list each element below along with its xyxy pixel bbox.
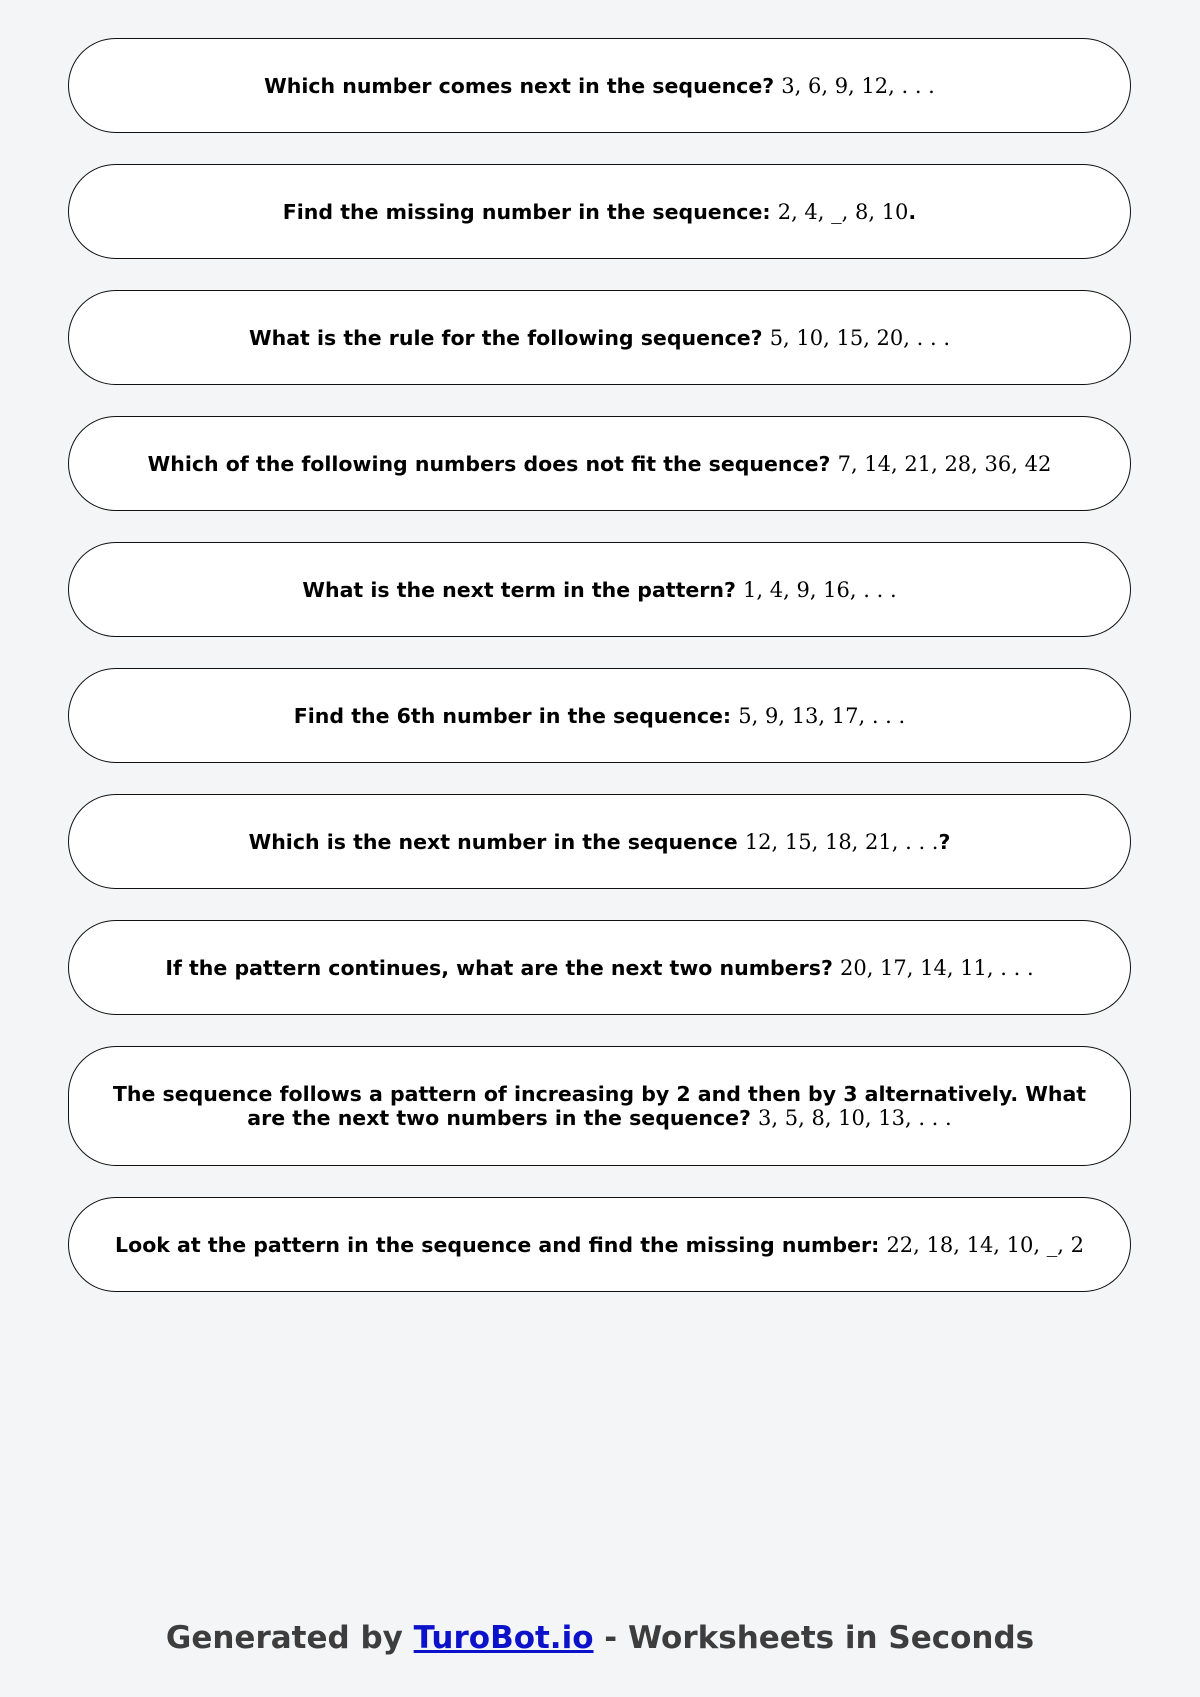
footer xyxy=(0,1618,1200,1658)
footer-prefix: Generated by xyxy=(165,1620,414,1656)
question-9-text: The sequence follows a pattern of increasing by 2 and then by 3 alternatively. What are the next two numbers in the sequence? 3, 5, 8, 10, 13, . . . xyxy=(112,1082,1087,1130)
question-3-text: What is the rule for the following sequence? 5, 10, 15, 20, . . . xyxy=(248,325,950,350)
question-2-math: 2, 4, _, 8, 10 xyxy=(777,199,909,224)
question-7 xyxy=(68,794,1131,889)
question-3-math: 5, 10, 15, 20, . . . xyxy=(769,325,950,350)
question-2-text: Find the missing number in the sequence: 2, 4, _, 8, 10. xyxy=(282,199,917,224)
question-6 xyxy=(68,668,1131,763)
question-8 xyxy=(68,920,1131,1015)
question-6-text: Find the 6th number in the sequence: 5, 9, 13, 17, . . . xyxy=(293,703,906,728)
question-9 xyxy=(68,1046,1131,1166)
question-9-math: 3, 5, 8, 10, 13, . . . xyxy=(758,1106,952,1130)
question-8-text: If the pattern continues, what are the next two numbers? 20, 17, 14, 11, . . . xyxy=(165,955,1034,980)
question-10-text: Look at the pattern in the sequence and find the missing number: 22, 18, 14, 10, _, 2 xyxy=(115,1232,1084,1257)
question-5-text: What is the next term in the pattern? 1, 4, 9, 16, . . . xyxy=(302,577,897,602)
footer-suffix: - Worksheets in Seconds xyxy=(593,1620,1035,1656)
question-1-math: 3, 6, 9, 12, . . . xyxy=(781,73,935,98)
question-2 xyxy=(68,164,1131,259)
question-10 xyxy=(68,1197,1131,1292)
question-4-math: 7, 14, 21, 28, 36, 42 xyxy=(837,451,1052,476)
question-3 xyxy=(68,290,1131,385)
question-1-text: Which number comes next in the sequence? 3, 6, 9, 12, . . . xyxy=(264,73,935,98)
question-5 xyxy=(68,542,1131,637)
turobot-link[interactable]: TuroBot.io xyxy=(413,1620,594,1656)
question-5-math: 1, 4, 9, 16, . . . xyxy=(743,577,897,602)
question-7-math: 12, 15, 18, 21, . . . xyxy=(744,829,939,854)
question-1 xyxy=(68,38,1131,133)
question-4-text: Which of the following numbers does not fit the sequence? 7, 14, 21, 28, 36, 42 xyxy=(147,451,1052,476)
question-7-text: Which is the next number in the sequence 12, 15, 18, 21, . . .? xyxy=(248,829,951,854)
question-10-math: 22, 18, 14, 10, _, 2 xyxy=(886,1232,1084,1257)
question-6-math: 5, 9, 13, 17, . . . xyxy=(738,703,906,728)
question-8-math: 20, 17, 14, 11, . . . xyxy=(839,955,1034,980)
question-4 xyxy=(68,416,1131,511)
